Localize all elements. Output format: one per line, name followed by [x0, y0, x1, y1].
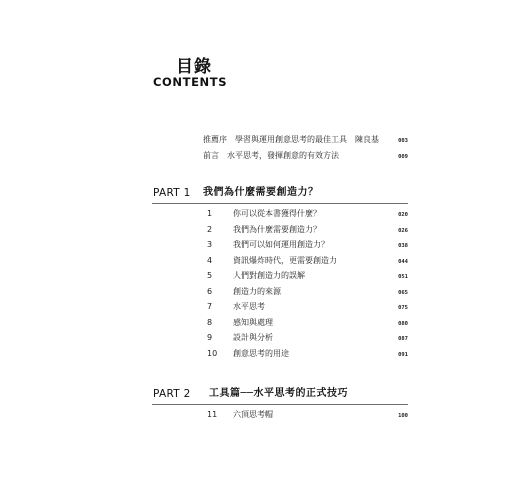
section-rule [152, 404, 408, 405]
toc-entry [203, 224, 408, 236]
chapter-title: 我們可以如何運用創造力？ [233, 240, 329, 249]
toc-entry [203, 208, 408, 220]
page-number: 075 [398, 305, 408, 311]
part-title: 工具篇──水平思考的正式技巧 [209, 388, 349, 399]
page-number: 087 [398, 336, 408, 342]
chapter-number: 2 [207, 225, 213, 234]
part-number: PART 2 [153, 388, 191, 400]
chapter-title: 水平思考 [233, 302, 265, 311]
title-chinese: 目錄 [176, 57, 212, 77]
page-number: 065 [398, 290, 408, 296]
chapter-number: 10 [207, 349, 218, 358]
chapter-number: 7 [207, 302, 213, 311]
chapter-number: 11 [207, 410, 218, 419]
chapter-title: 人們對創造力的誤解 [233, 271, 305, 280]
chapter-title: 資訊爆炸時代，更需要創造力 [233, 256, 337, 265]
toc-entry [203, 409, 408, 421]
chapter-number: 9 [207, 333, 213, 342]
page-number: 100 [398, 413, 408, 419]
preface-entry [203, 150, 408, 162]
page-number: 026 [398, 228, 408, 234]
chapter-number: 4 [207, 256, 213, 265]
page-number: 003 [398, 138, 408, 144]
chapter-number: 5 [207, 271, 213, 280]
section-rule [152, 203, 408, 204]
chapter-number: 3 [207, 240, 213, 249]
title-english: CONTENTS [153, 75, 228, 89]
chapter-title: 六頂思考帽 [233, 410, 273, 419]
entry-text: 推薦序 學習與運用創意思考的最佳工具 陳良基 [203, 135, 379, 144]
chapter-title: 我們為什麼需要創造力？ [233, 225, 321, 234]
toc-entry [203, 301, 408, 313]
page-number: 020 [398, 212, 408, 218]
entry-text: 前言 水平思考，發揮創意的有效方法 [203, 151, 339, 160]
part-title: 我們為什麼需要創造力？ [203, 187, 319, 198]
chapter-title: 設計與分析 [233, 333, 273, 342]
preface-entry [203, 134, 408, 146]
toc-entry [203, 286, 408, 298]
chapter-number: 6 [207, 287, 213, 296]
chapter-title: 你可以從本書獲得什麼？ [233, 209, 321, 218]
part-number: PART 1 [153, 187, 191, 199]
toc-entry [203, 255, 408, 267]
chapter-number: 1 [207, 209, 213, 218]
toc-entry [203, 270, 408, 282]
page-number: 051 [398, 274, 408, 280]
page-number: 009 [398, 154, 408, 160]
toc-entry [203, 332, 408, 344]
page-number: 080 [398, 321, 408, 327]
page-number: 038 [398, 243, 408, 249]
chapter-title: 感知與處理 [233, 318, 273, 327]
toc-entry [203, 317, 408, 329]
page-number: 091 [398, 352, 408, 358]
chapter-title: 創意思考的用途 [233, 349, 289, 358]
page-number: 044 [398, 259, 408, 265]
chapter-title: 創造力的來源 [233, 287, 281, 296]
toc-entry [203, 239, 408, 251]
toc-entry [203, 348, 408, 360]
chapter-number: 8 [207, 318, 213, 327]
